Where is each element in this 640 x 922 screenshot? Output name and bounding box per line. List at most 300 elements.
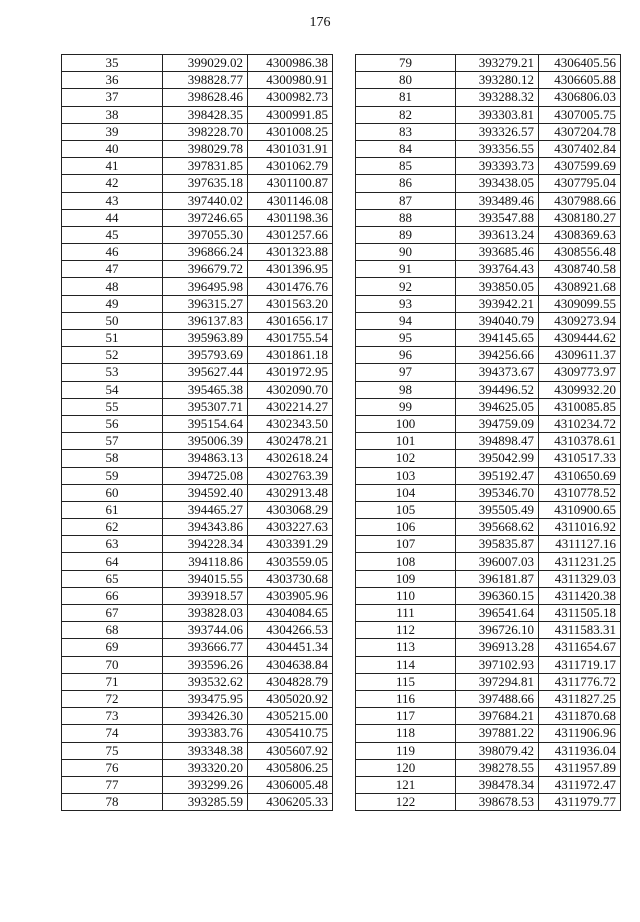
x-coordinate-cell: 393426.30 [163, 708, 248, 725]
x-coordinate-cell: 393685.46 [456, 244, 539, 261]
table-row [356, 140, 621, 157]
point-number-cell: 78 [62, 794, 163, 811]
table-row [62, 312, 333, 329]
table-row [62, 776, 333, 793]
point-number-cell: 84 [356, 140, 456, 157]
point-number-cell: 102 [356, 450, 456, 467]
point-number-cell: 83 [356, 123, 456, 140]
table-row [62, 192, 333, 209]
x-coordinate-cell: 397635.18 [163, 175, 248, 192]
y-coordinate-cell: 4308180.27 [539, 209, 621, 226]
y-coordinate-cell: 4306205.33 [248, 794, 333, 811]
y-coordinate-cell: 4307599.69 [539, 158, 621, 175]
x-coordinate-cell: 396007.03 [456, 553, 539, 570]
table-row [62, 278, 333, 295]
y-coordinate-cell: 4303068.29 [248, 501, 333, 518]
table-row [356, 794, 621, 811]
point-number-cell: 59 [62, 467, 163, 484]
x-coordinate-cell: 398628.46 [163, 89, 248, 106]
y-coordinate-cell: 4309932.20 [539, 381, 621, 398]
point-number-cell: 46 [62, 244, 163, 261]
y-coordinate-cell: 4307988.66 [539, 192, 621, 209]
y-coordinate-cell: 4309611.37 [539, 347, 621, 364]
point-number-cell: 120 [356, 759, 456, 776]
table-row [356, 261, 621, 278]
table-row [62, 759, 333, 776]
y-coordinate-cell: 4311776.72 [539, 673, 621, 690]
y-coordinate-cell: 4300986.38 [248, 55, 333, 72]
y-coordinate-cell: 4303730.68 [248, 570, 333, 587]
y-coordinate-cell: 4311972.47 [539, 776, 621, 793]
point-number-cell: 57 [62, 433, 163, 450]
y-coordinate-cell: 4302214.27 [248, 398, 333, 415]
table-row [356, 72, 621, 89]
y-coordinate-cell: 4306806.03 [539, 89, 621, 106]
table-row [356, 347, 621, 364]
y-coordinate-cell: 4310085.85 [539, 398, 621, 415]
y-coordinate-cell: 4311936.04 [539, 742, 621, 759]
y-coordinate-cell: 4302763.39 [248, 467, 333, 484]
y-coordinate-cell: 4311329.03 [539, 570, 621, 587]
table-row [62, 794, 333, 811]
table-row [62, 330, 333, 347]
point-number-cell: 44 [62, 209, 163, 226]
table-row [62, 347, 333, 364]
table-row [356, 622, 621, 639]
y-coordinate-cell: 4306005.48 [248, 776, 333, 793]
y-coordinate-cell: 4304451.34 [248, 639, 333, 656]
y-coordinate-cell: 4300980.91 [248, 72, 333, 89]
x-coordinate-cell: 393279.21 [456, 55, 539, 72]
x-coordinate-cell: 393326.57 [456, 123, 539, 140]
table-row [356, 467, 621, 484]
y-coordinate-cell: 4311420.38 [539, 587, 621, 604]
x-coordinate-cell: 399029.02 [163, 55, 248, 72]
table-row [62, 364, 333, 381]
point-number-cell: 82 [356, 106, 456, 123]
point-number-cell: 43 [62, 192, 163, 209]
table-row [356, 639, 621, 656]
table-row [62, 501, 333, 518]
x-coordinate-cell: 394118.86 [163, 553, 248, 570]
table-row [62, 226, 333, 243]
point-number-cell: 76 [62, 759, 163, 776]
table-row [62, 484, 333, 501]
table-row [62, 106, 333, 123]
point-number-cell: 50 [62, 312, 163, 329]
x-coordinate-cell: 394496.52 [456, 381, 539, 398]
x-coordinate-cell: 398828.77 [163, 72, 248, 89]
point-number-cell: 93 [356, 295, 456, 312]
table-row [62, 725, 333, 742]
y-coordinate-cell: 4304828.79 [248, 673, 333, 690]
x-coordinate-cell: 395192.47 [456, 467, 539, 484]
point-number-cell: 38 [62, 106, 163, 123]
point-number-cell: 75 [62, 742, 163, 759]
point-number-cell: 107 [356, 536, 456, 553]
point-number-cell: 40 [62, 140, 163, 157]
y-coordinate-cell: 4301198.36 [248, 209, 333, 226]
y-coordinate-cell: 4307204.78 [539, 123, 621, 140]
y-coordinate-cell: 4304266.53 [248, 622, 333, 639]
point-number-cell: 98 [356, 381, 456, 398]
y-coordinate-cell: 4302913.48 [248, 484, 333, 501]
y-coordinate-cell: 4301755.54 [248, 330, 333, 347]
y-coordinate-cell: 4303905.96 [248, 587, 333, 604]
x-coordinate-cell: 393285.59 [163, 794, 248, 811]
table-row [62, 295, 333, 312]
x-coordinate-cell: 393393.73 [456, 158, 539, 175]
point-number-cell: 111 [356, 605, 456, 622]
y-coordinate-cell: 4301062.79 [248, 158, 333, 175]
table-row [356, 759, 621, 776]
point-number-cell: 122 [356, 794, 456, 811]
coordinate-table-right [355, 54, 621, 811]
x-coordinate-cell: 394759.09 [456, 415, 539, 432]
y-coordinate-cell: 4302090.70 [248, 381, 333, 398]
table-row [356, 450, 621, 467]
y-coordinate-cell: 4301396.95 [248, 261, 333, 278]
y-coordinate-cell: 4305806.25 [248, 759, 333, 776]
x-coordinate-cell: 394373.67 [456, 364, 539, 381]
y-coordinate-cell: 4309099.55 [539, 295, 621, 312]
table-row [356, 278, 621, 295]
x-coordinate-cell: 395006.39 [163, 433, 248, 450]
table-row [356, 158, 621, 175]
point-number-cell: 89 [356, 226, 456, 243]
y-coordinate-cell: 4302343.50 [248, 415, 333, 432]
table-row [356, 192, 621, 209]
x-coordinate-cell: 393348.38 [163, 742, 248, 759]
table-row [356, 226, 621, 243]
point-number-cell: 56 [62, 415, 163, 432]
point-number-cell: 118 [356, 725, 456, 742]
table-row [62, 261, 333, 278]
y-coordinate-cell: 4302618.24 [248, 450, 333, 467]
y-coordinate-cell: 4308556.48 [539, 244, 621, 261]
x-coordinate-cell: 395963.89 [163, 330, 248, 347]
y-coordinate-cell: 4300991.85 [248, 106, 333, 123]
point-number-cell: 88 [356, 209, 456, 226]
x-coordinate-cell: 398029.78 [163, 140, 248, 157]
point-number-cell: 64 [62, 553, 163, 570]
point-number-cell: 103 [356, 467, 456, 484]
x-coordinate-cell: 393547.88 [456, 209, 539, 226]
table-row [62, 433, 333, 450]
y-coordinate-cell: 4307005.75 [539, 106, 621, 123]
x-coordinate-cell: 395793.69 [163, 347, 248, 364]
x-coordinate-cell: 395307.71 [163, 398, 248, 415]
x-coordinate-cell: 397881.22 [456, 725, 539, 742]
table-row [356, 673, 621, 690]
table-row [62, 587, 333, 604]
y-coordinate-cell: 4301656.17 [248, 312, 333, 329]
x-coordinate-cell: 396726.10 [456, 622, 539, 639]
point-number-cell: 39 [62, 123, 163, 140]
table-row [356, 89, 621, 106]
y-coordinate-cell: 4307402.84 [539, 140, 621, 157]
x-coordinate-cell: 394898.47 [456, 433, 539, 450]
y-coordinate-cell: 4311719.17 [539, 656, 621, 673]
y-coordinate-cell: 4300982.73 [248, 89, 333, 106]
x-coordinate-cell: 393666.77 [163, 639, 248, 656]
table-row [62, 123, 333, 140]
point-number-cell: 67 [62, 605, 163, 622]
table-row [62, 381, 333, 398]
point-number-cell: 99 [356, 398, 456, 415]
x-coordinate-cell: 394256.66 [456, 347, 539, 364]
table-row [62, 605, 333, 622]
point-number-cell: 42 [62, 175, 163, 192]
x-coordinate-cell: 393288.32 [456, 89, 539, 106]
point-number-cell: 109 [356, 570, 456, 587]
table-row [356, 605, 621, 622]
table-row [356, 776, 621, 793]
table-row [356, 415, 621, 432]
table-row [62, 656, 333, 673]
table-row [62, 622, 333, 639]
point-number-cell: 53 [62, 364, 163, 381]
table-row [62, 639, 333, 656]
x-coordinate-cell: 393744.06 [163, 622, 248, 639]
table-row [356, 708, 621, 725]
y-coordinate-cell: 4303559.05 [248, 553, 333, 570]
x-coordinate-cell: 397488.66 [456, 690, 539, 707]
point-number-cell: 85 [356, 158, 456, 175]
point-number-cell: 121 [356, 776, 456, 793]
y-coordinate-cell: 4310378.61 [539, 433, 621, 450]
table-row [62, 467, 333, 484]
x-coordinate-cell: 394015.55 [163, 570, 248, 587]
x-coordinate-cell: 396495.98 [163, 278, 248, 295]
y-coordinate-cell: 4311906.96 [539, 725, 621, 742]
table-row [356, 536, 621, 553]
table-row [356, 209, 621, 226]
x-coordinate-cell: 394465.27 [163, 501, 248, 518]
x-coordinate-cell: 393475.95 [163, 690, 248, 707]
y-coordinate-cell: 4306605.88 [539, 72, 621, 89]
point-number-cell: 86 [356, 175, 456, 192]
table-row [356, 519, 621, 536]
x-coordinate-cell: 396137.83 [163, 312, 248, 329]
y-coordinate-cell: 4303227.63 [248, 519, 333, 536]
point-number-cell: 62 [62, 519, 163, 536]
y-coordinate-cell: 4308740.58 [539, 261, 621, 278]
point-number-cell: 63 [62, 536, 163, 553]
y-coordinate-cell: 4306405.56 [539, 55, 621, 72]
y-coordinate-cell: 4301972.95 [248, 364, 333, 381]
table-row [356, 106, 621, 123]
point-number-cell: 73 [62, 708, 163, 725]
x-coordinate-cell: 397684.21 [456, 708, 539, 725]
point-number-cell: 58 [62, 450, 163, 467]
table-row [356, 381, 621, 398]
page-number: 176 [309, 15, 331, 30]
point-number-cell: 72 [62, 690, 163, 707]
table-row [356, 433, 621, 450]
table-row [62, 244, 333, 261]
table-row [356, 742, 621, 759]
point-number-cell: 79 [356, 55, 456, 72]
point-number-cell: 116 [356, 690, 456, 707]
table-row [62, 398, 333, 415]
y-coordinate-cell: 4301476.76 [248, 278, 333, 295]
table-row [356, 364, 621, 381]
y-coordinate-cell: 4310900.65 [539, 501, 621, 518]
point-number-cell: 74 [62, 725, 163, 742]
y-coordinate-cell: 4302478.21 [248, 433, 333, 450]
y-coordinate-cell: 4305410.75 [248, 725, 333, 742]
table-row [62, 175, 333, 192]
y-coordinate-cell: 4303391.29 [248, 536, 333, 553]
table-row [356, 553, 621, 570]
table-row [356, 398, 621, 415]
y-coordinate-cell: 4305020.92 [248, 690, 333, 707]
point-number-cell: 69 [62, 639, 163, 656]
x-coordinate-cell: 396913.28 [456, 639, 539, 656]
table-row [62, 519, 333, 536]
table-row [62, 553, 333, 570]
x-coordinate-cell: 394228.34 [163, 536, 248, 553]
y-coordinate-cell: 4301257.66 [248, 226, 333, 243]
x-coordinate-cell: 393850.05 [456, 278, 539, 295]
y-coordinate-cell: 4310778.52 [539, 484, 621, 501]
y-coordinate-cell: 4311827.25 [539, 690, 621, 707]
point-number-cell: 68 [62, 622, 163, 639]
y-coordinate-cell: 4305607.92 [248, 742, 333, 759]
x-coordinate-cell: 397831.85 [163, 158, 248, 175]
y-coordinate-cell: 4301861.18 [248, 347, 333, 364]
y-coordinate-cell: 4311505.18 [539, 605, 621, 622]
point-number-cell: 51 [62, 330, 163, 347]
y-coordinate-cell: 4310650.69 [539, 467, 621, 484]
table-row [356, 175, 621, 192]
point-number-cell: 47 [62, 261, 163, 278]
point-number-cell: 71 [62, 673, 163, 690]
point-number-cell: 115 [356, 673, 456, 690]
table-row [356, 656, 621, 673]
x-coordinate-cell: 393764.43 [456, 261, 539, 278]
table-row [62, 209, 333, 226]
y-coordinate-cell: 4309444.62 [539, 330, 621, 347]
y-coordinate-cell: 4311016.92 [539, 519, 621, 536]
x-coordinate-cell: 394725.08 [163, 467, 248, 484]
y-coordinate-cell: 4309273.94 [539, 312, 621, 329]
y-coordinate-cell: 4311127.16 [539, 536, 621, 553]
x-coordinate-cell: 398478.34 [456, 776, 539, 793]
x-coordinate-cell: 397246.65 [163, 209, 248, 226]
x-coordinate-cell: 395042.99 [456, 450, 539, 467]
x-coordinate-cell: 394863.13 [163, 450, 248, 467]
y-coordinate-cell: 4301563.20 [248, 295, 333, 312]
point-number-cell: 95 [356, 330, 456, 347]
x-coordinate-cell: 394625.05 [456, 398, 539, 415]
x-coordinate-cell: 396360.15 [456, 587, 539, 604]
x-coordinate-cell: 393596.26 [163, 656, 248, 673]
table-row [62, 708, 333, 725]
x-coordinate-cell: 398228.70 [163, 123, 248, 140]
point-number-cell: 49 [62, 295, 163, 312]
y-coordinate-cell: 4309773.97 [539, 364, 621, 381]
point-number-cell: 48 [62, 278, 163, 295]
y-coordinate-cell: 4311979.77 [539, 794, 621, 811]
y-coordinate-cell: 4311957.89 [539, 759, 621, 776]
table-row [356, 570, 621, 587]
x-coordinate-cell: 393383.76 [163, 725, 248, 742]
x-coordinate-cell: 396679.72 [163, 261, 248, 278]
table-row [62, 570, 333, 587]
x-coordinate-cell: 396315.27 [163, 295, 248, 312]
y-coordinate-cell: 4301008.25 [248, 123, 333, 140]
point-number-cell: 61 [62, 501, 163, 518]
x-coordinate-cell: 396181.87 [456, 570, 539, 587]
x-coordinate-cell: 396866.24 [163, 244, 248, 261]
point-number-cell: 113 [356, 639, 456, 656]
y-coordinate-cell: 4301323.88 [248, 244, 333, 261]
point-number-cell: 41 [62, 158, 163, 175]
x-coordinate-cell: 393918.57 [163, 587, 248, 604]
table-row [62, 158, 333, 175]
table-row [62, 536, 333, 553]
point-number-cell: 101 [356, 433, 456, 450]
x-coordinate-cell: 393320.20 [163, 759, 248, 776]
x-coordinate-cell: 395154.64 [163, 415, 248, 432]
table-row [62, 89, 333, 106]
point-number-cell: 105 [356, 501, 456, 518]
x-coordinate-cell: 397055.30 [163, 226, 248, 243]
point-number-cell: 97 [356, 364, 456, 381]
table-row [356, 55, 621, 72]
point-number-cell: 108 [356, 553, 456, 570]
y-coordinate-cell: 4310234.72 [539, 415, 621, 432]
x-coordinate-cell: 395668.62 [456, 519, 539, 536]
y-coordinate-cell: 4308921.68 [539, 278, 621, 295]
x-coordinate-cell: 397294.81 [456, 673, 539, 690]
point-number-cell: 55 [62, 398, 163, 415]
point-number-cell: 54 [62, 381, 163, 398]
point-number-cell: 96 [356, 347, 456, 364]
x-coordinate-cell: 397102.93 [456, 656, 539, 673]
table-row [62, 72, 333, 89]
table-row [62, 450, 333, 467]
point-number-cell: 117 [356, 708, 456, 725]
y-coordinate-cell: 4304638.84 [248, 656, 333, 673]
table-row [62, 140, 333, 157]
table-row [356, 312, 621, 329]
point-number-cell: 110 [356, 587, 456, 604]
table-row [356, 501, 621, 518]
point-number-cell: 37 [62, 89, 163, 106]
y-coordinate-cell: 4311231.25 [539, 553, 621, 570]
point-number-cell: 66 [62, 587, 163, 604]
table-row [356, 690, 621, 707]
x-coordinate-cell: 398428.35 [163, 106, 248, 123]
point-number-cell: 81 [356, 89, 456, 106]
x-coordinate-cell: 398079.42 [456, 742, 539, 759]
x-coordinate-cell: 395505.49 [456, 501, 539, 518]
table-row [356, 295, 621, 312]
table-row [62, 673, 333, 690]
x-coordinate-cell: 396541.64 [456, 605, 539, 622]
point-number-cell: 104 [356, 484, 456, 501]
y-coordinate-cell: 4305215.00 [248, 708, 333, 725]
point-number-cell: 100 [356, 415, 456, 432]
y-coordinate-cell: 4301031.91 [248, 140, 333, 157]
table-row [62, 415, 333, 432]
x-coordinate-cell: 398278.55 [456, 759, 539, 776]
x-coordinate-cell: 394145.65 [456, 330, 539, 347]
table-row [356, 725, 621, 742]
